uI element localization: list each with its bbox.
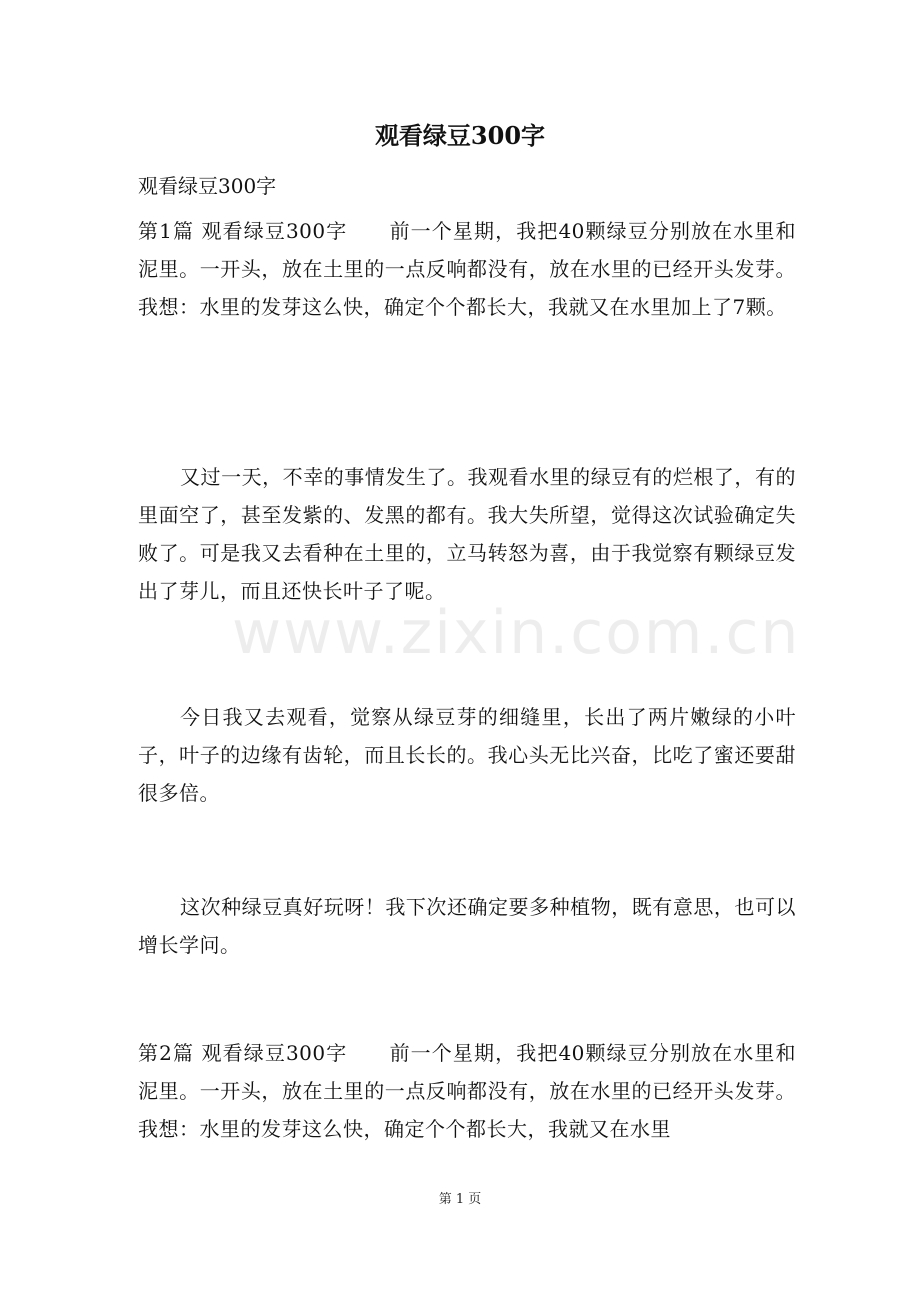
document-subtitle: 观看绿豆300字 [138, 174, 277, 198]
page-number: 第 1 页 [438, 1192, 482, 1207]
document-title: 观看绿豆300字 [374, 121, 546, 150]
article-heading-1: 第1篇 观看绿豆300字 [138, 219, 390, 243]
paragraph-text: 前一个星期，我把40颗绿豆分别放在水里和泥里。一开头，放在土里的一点反响都没有，放在水里的已经开头发芽。我想：水里的发芽这么快，确定个个都长大，我就又在水里 [138, 1041, 796, 1141]
article-heading-2: 第2篇 观看绿豆300字 [138, 1041, 390, 1065]
paragraph-text: 前一个星期，我把40颗绿豆分别放在水里和泥里。一开头，放在土里的一点反响都没有，放在水里的已经开头发芽。我想：水里的发芽这么快，确定个个都长大，我就又在水里加上了7颗。 [138, 219, 796, 319]
paragraph-5 [138, 1034, 796, 1158]
paragraph-1 [138, 212, 796, 326]
watermark: www.zixin.com.cn [232, 598, 801, 668]
paragraph-3: 今日我又去观看，觉察从绿豆芽的细缝里，长出了两片嫩绿的小叶子，叶子的边缘有齿轮，而且长长的。我心头无比兴奋，比吃了蜜还要甜很多倍。 [138, 705, 796, 805]
paragraph-4: 这次种绿豆真好玩呀！我下次还确定要多种植物，既有意思，也可以增长学问。 [138, 895, 796, 957]
paragraph-2: 又过一天，不幸的事情发生了。我观看水里的绿豆有的烂根了，有的里面空了，甚至发紫的、发黑的都有。我大失所望，觉得这次试验确定失败了。可是我又去看种在土里的，立马转怒为喜，由于我觉察有颗绿豆发出了芽儿，而且还快长叶子了呢。 [138, 465, 796, 603]
